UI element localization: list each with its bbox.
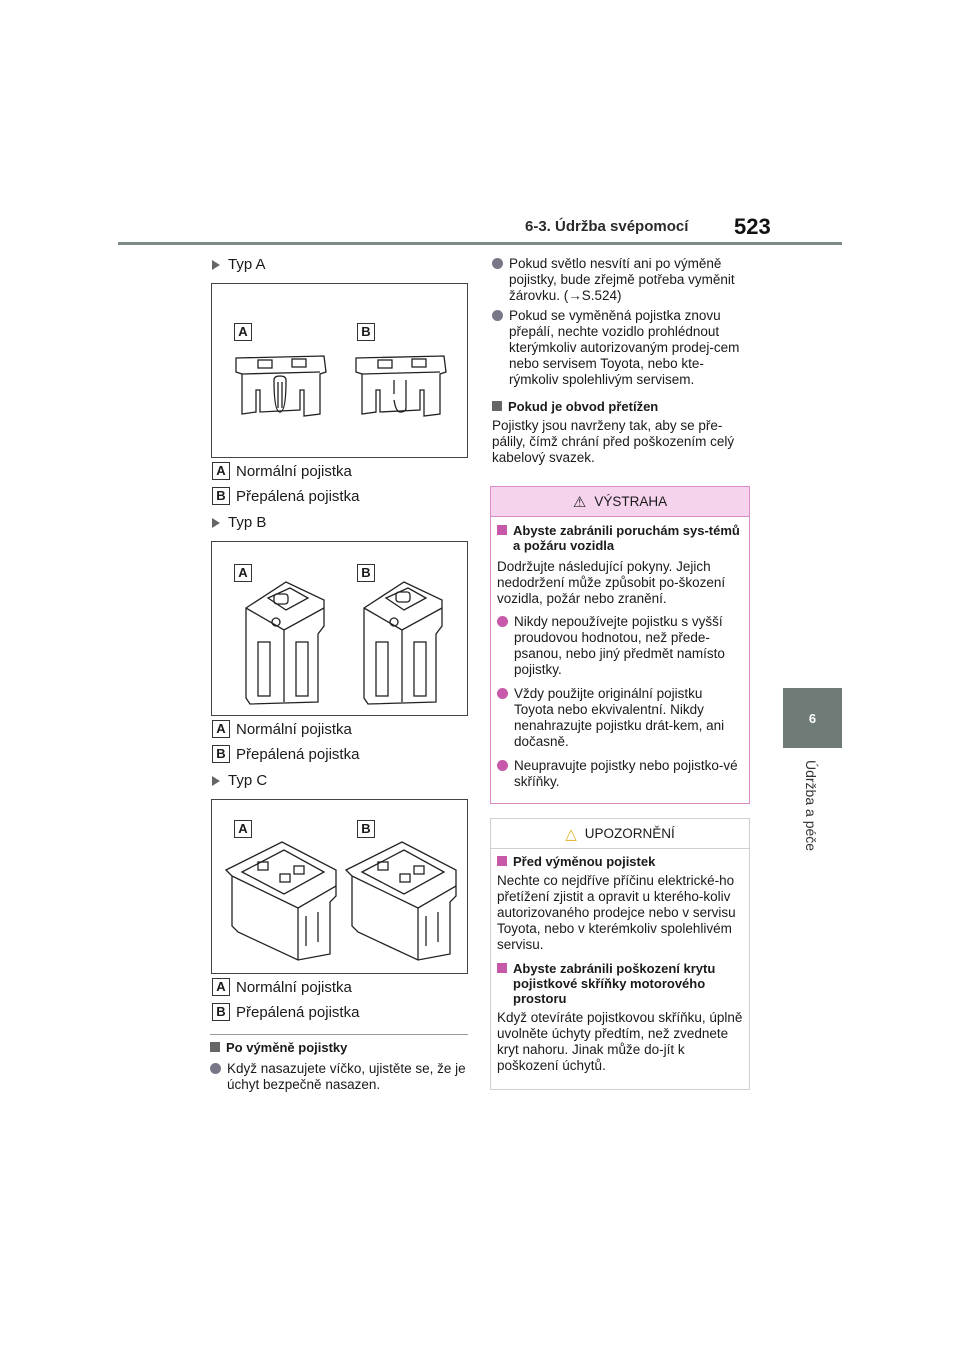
overload-heading [492, 399, 748, 414]
label-a: A [212, 978, 230, 996]
warning-intro: Dodržujte následující pokyny. Jejich nedodržení může způsobit po-škození vozidla, požár nebo zranění. [497, 559, 726, 606]
type-b-title: Typ B [228, 514, 267, 531]
warning-heading [497, 523, 743, 553]
section-title: 6-3. Údržba svépomocí [525, 218, 689, 235]
bullet-icon [492, 310, 503, 321]
caution-triangle-icon: △ [565, 825, 577, 843]
heading-text: Abyste zabránili poruchám sys-témů a požáru vozidla [513, 523, 740, 553]
caption-text: Normální pojistka [236, 720, 352, 738]
after-replacement-bullet [210, 1061, 468, 1093]
label-b: B [357, 323, 375, 341]
caution-title: UPOZORNĚNÍ [584, 826, 675, 841]
label-b: B [212, 1003, 230, 1021]
label-a: A [234, 564, 252, 582]
caption-text: Přepálená pojistka [236, 1003, 360, 1021]
warning-triangle-icon: ⚠ [572, 493, 587, 511]
caution-header [491, 819, 749, 849]
label-b: B [212, 487, 230, 505]
heading-text: Abyste zabránili poškození krytu pojistkové skříňky motorového prostoru [513, 961, 716, 1006]
arrow-icon [212, 776, 220, 786]
bullet-icon [497, 688, 508, 699]
arrow-icon [212, 260, 220, 270]
type-b-caption-a [212, 720, 352, 738]
bullet-icon [497, 616, 508, 627]
caution-text-2: Když otevíráte pojistkovou skříňku, úplně uvolněte úchyty předtím, než zvednete kryt nahoru. Jinak může do-jít k poškození úchytů. [497, 1010, 743, 1073]
overload-text: Pojistky jsou navrženy tak, aby se pře-pálily, čímž chrání před poškozením celý kabelový svazek. [492, 418, 735, 465]
square-bullet-icon [497, 856, 507, 866]
warning-bullet-1 [497, 614, 743, 678]
bullet-text: Pokud světlo nesvítí ani po výměně pojistky, bude zřejmě potřeba vyměnit žárovku. (→S.524) [509, 256, 735, 303]
bullet-text: Vždy použijte originální pojistku Toyota nebo ekvivalentní. Nikdy nenahrazujte pojistku drát-kem, ani dočasně. [514, 686, 725, 749]
cartridge-fuse-illustration [238, 578, 448, 708]
type-a-title: Typ A [228, 256, 266, 273]
type-a-heading [212, 256, 266, 273]
type-b-caption-b [212, 745, 359, 763]
figure-type-a [211, 283, 468, 458]
heading-text: Po výměně pojistky [226, 1040, 348, 1055]
bulb-bullet [492, 256, 748, 304]
square-bullet-icon [497, 963, 507, 973]
label-b: B [357, 820, 375, 838]
type-b-heading [212, 514, 266, 531]
caution-box [490, 818, 750, 1090]
repeat-blow-bullet [492, 308, 748, 388]
after-replacement-heading [210, 1040, 470, 1055]
type-c-title: Typ C [228, 772, 268, 789]
blade-fuse-illustration [230, 350, 460, 450]
caption-text: Přepálená pojistka [236, 745, 360, 763]
arrow-icon [212, 518, 220, 528]
label-a: A [212, 720, 230, 738]
type-a-caption-b [212, 487, 359, 505]
caption-text: Normální pojistka [236, 978, 352, 996]
label-b: B [357, 564, 375, 582]
caption-text: Přepálená pojistka [236, 487, 360, 505]
caution-heading-2 [497, 961, 743, 1006]
label-b: B [212, 745, 230, 763]
type-c-caption-b [212, 1003, 359, 1021]
bullet-icon [210, 1063, 221, 1074]
bullet-icon [497, 760, 508, 771]
box-fuse-illustration [222, 836, 462, 966]
type-c-caption-a [212, 978, 352, 996]
warning-bullet-2 [497, 686, 743, 750]
bullet-text: Neupravujte pojistky nebo pojistko-vé skříňky. [514, 758, 738, 789]
figure-type-c [211, 799, 468, 974]
type-a-caption-a [212, 462, 352, 480]
heading-text: Pokud je obvod přetížen [508, 399, 659, 414]
header-rule [118, 242, 842, 245]
label-a: A [234, 820, 252, 838]
label-a: A [212, 462, 230, 480]
heading-text: Před výměnou pojistek [513, 854, 656, 869]
warning-title: VÝSTRAHA [594, 494, 668, 509]
bullet-text: Nikdy nepoužívejte pojistku s vyšší proudovou hodnotou, než přede-psanou, nebo jiný předmět namísto pojistky. [514, 614, 725, 677]
figure-type-b [211, 541, 468, 716]
square-bullet-icon [497, 525, 507, 535]
warning-header [491, 487, 749, 517]
square-bullet-icon [492, 401, 502, 411]
page-number: 523 [734, 214, 771, 239]
bullet-icon [492, 258, 503, 269]
type-c-heading [212, 772, 267, 789]
caution-text-1: Nechte co nejdříve příčinu elektrické-ho přetížení zjistit a opravit u kterého-koliv autorizovaného prodejce nebo v servisu Toyota, nebo v kterémkoliv spolehlivém servisu. [497, 873, 736, 952]
bullet-text: Když nasazujete víčko, ujistěte se, že je úchyt bezpečně nasazen. [227, 1061, 466, 1092]
separator [210, 1034, 468, 1035]
caution-heading-1 [497, 854, 743, 869]
chapter-title: Údržba a péče [803, 760, 819, 852]
bullet-text: Pokud se vyměněná pojistka znovu přepálí, nechte vozidlo prohlédnout kterýmkoliv autorizovaným prodej-cem nebo servisem Toyota, nebo kte-rýmkoliv spolehlivým servisem. [509, 308, 740, 387]
caption-text: Normální pojistka [236, 462, 352, 480]
square-bullet-icon [210, 1042, 220, 1052]
label-a: A [234, 323, 252, 341]
chapter-tab: 6 [783, 688, 842, 748]
warning-box [490, 486, 750, 804]
warning-bullet-3 [497, 758, 743, 790]
